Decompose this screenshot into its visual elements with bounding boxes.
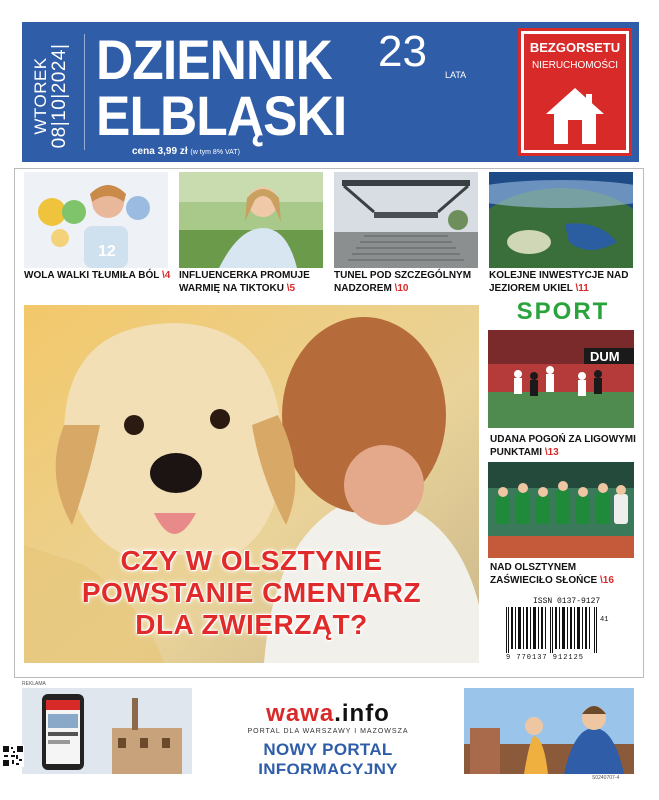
title-line-1: DZIENNIK: [96, 28, 332, 91]
sport-page-1: \13: [544, 446, 559, 458]
house-icon: [542, 84, 608, 148]
ad-logo-dot: .: [334, 700, 342, 727]
teaser-image-4[interactable]: [489, 172, 633, 268]
teaser-title-4: KOLEJNE INWESTYCJE NAD JEZIOREM UKIEL: [489, 270, 629, 294]
barcode-digits: 9 770137 912125: [506, 654, 585, 662]
teaser-image-3[interactable]: [334, 172, 478, 268]
teaser-caption-3[interactable]: [334, 270, 484, 295]
advertisement[interactable]: [22, 688, 634, 774]
anniversary-number: 23: [378, 27, 427, 76]
price-value: cena 3,99 zł: [132, 146, 188, 157]
vat-note: (w tym 8% VAT): [190, 149, 240, 156]
sport-section-title[interactable]: SPORT: [516, 298, 610, 325]
ad-label: REKLAMA: [22, 681, 46, 687]
sport-image-2[interactable]: [488, 462, 634, 558]
svg-text:12: 12: [98, 243, 116, 260]
ad-right-visual: [464, 688, 634, 774]
issue-date: [24, 32, 78, 160]
ad-code: S0240707-4: [592, 775, 620, 781]
teaser-image-2[interactable]: [179, 172, 323, 268]
sport-title-1: UDANA POGOŃ ZA LIGOWYMI PUNKTAMI: [490, 434, 636, 458]
anniversary-label: LATA: [445, 70, 467, 80]
masthead: [22, 22, 639, 162]
sport-page-2: \16: [600, 574, 614, 586]
ad-left-visual: [22, 688, 192, 774]
partner-name: [524, 40, 626, 55]
teaser-caption-4[interactable]: [489, 270, 639, 295]
partner-name-bold: GORSETU: [555, 40, 621, 55]
sport-caption-1[interactable]: [490, 434, 640, 459]
sport-image-1[interactable]: [488, 330, 634, 428]
stadium-banner: DUM: [590, 349, 620, 364]
sport-caption-2[interactable]: [490, 562, 640, 587]
teaser-title-1: WOLA WALKI TŁUMIŁA BÓL: [24, 270, 160, 281]
teaser-page-1: \4: [161, 270, 171, 281]
teaser-page-2: \5: [286, 282, 296, 294]
teaser-caption-2[interactable]: [179, 270, 329, 295]
teaser-image-1[interactable]: [24, 172, 168, 268]
title-line-2: ELBLĄSKI: [96, 84, 347, 147]
teaser-title-3: TUNEL POD SZCZEGÓLNYM NADZOREM: [334, 270, 472, 294]
partner-logo-bg: [524, 34, 626, 150]
teaser-page-4: \11: [575, 282, 589, 294]
ad-subtitle: PORTAL DLA WARSZAWY I MAZOWSZA: [247, 728, 409, 735]
teaser-page-3: \10: [394, 282, 409, 294]
qr-code-icon[interactable]: [2, 745, 24, 767]
headline-line-1: CZY W OLSZTYNIE: [120, 545, 383, 576]
barcode-issue-number: 41: [600, 616, 609, 624]
price: [132, 146, 240, 157]
ad-center: [192, 688, 464, 774]
headline-line-2: POWSTANIE CMENTARZ: [81, 577, 422, 609]
barcode: [506, 607, 598, 653]
issue-date-value: 08|10|2024|: [48, 43, 70, 149]
headline-line-3: DLA ZWIERZĄT?: [135, 609, 368, 641]
ad-logo: [192, 700, 464, 728]
main-headline[interactable]: [24, 545, 479, 642]
teaser-title-2: INFLUENCERKA PROMUJE WARMIĘ NA TIKTOKU: [179, 270, 310, 294]
partner-logo: [518, 28, 632, 156]
ad-cta: NOWY PORTAL INFORMACYJNY: [258, 740, 398, 774]
ad-logo-main: wawa: [266, 700, 335, 727]
issn: ISSN 0137-9127: [533, 597, 601, 606]
masthead-divider: [84, 34, 85, 150]
sport-title-2: NAD OLSZTYNEM ZAŚWIECIŁO SŁOŃCE: [490, 562, 598, 586]
teaser-caption-1[interactable]: [24, 270, 174, 283]
ad-logo-info: info: [341, 700, 390, 727]
partner-tagline: NIERUCHOMOŚCI: [531, 60, 619, 71]
partner-name-light: BEZ: [529, 40, 556, 55]
issue-day: WTOREK: [31, 57, 51, 135]
